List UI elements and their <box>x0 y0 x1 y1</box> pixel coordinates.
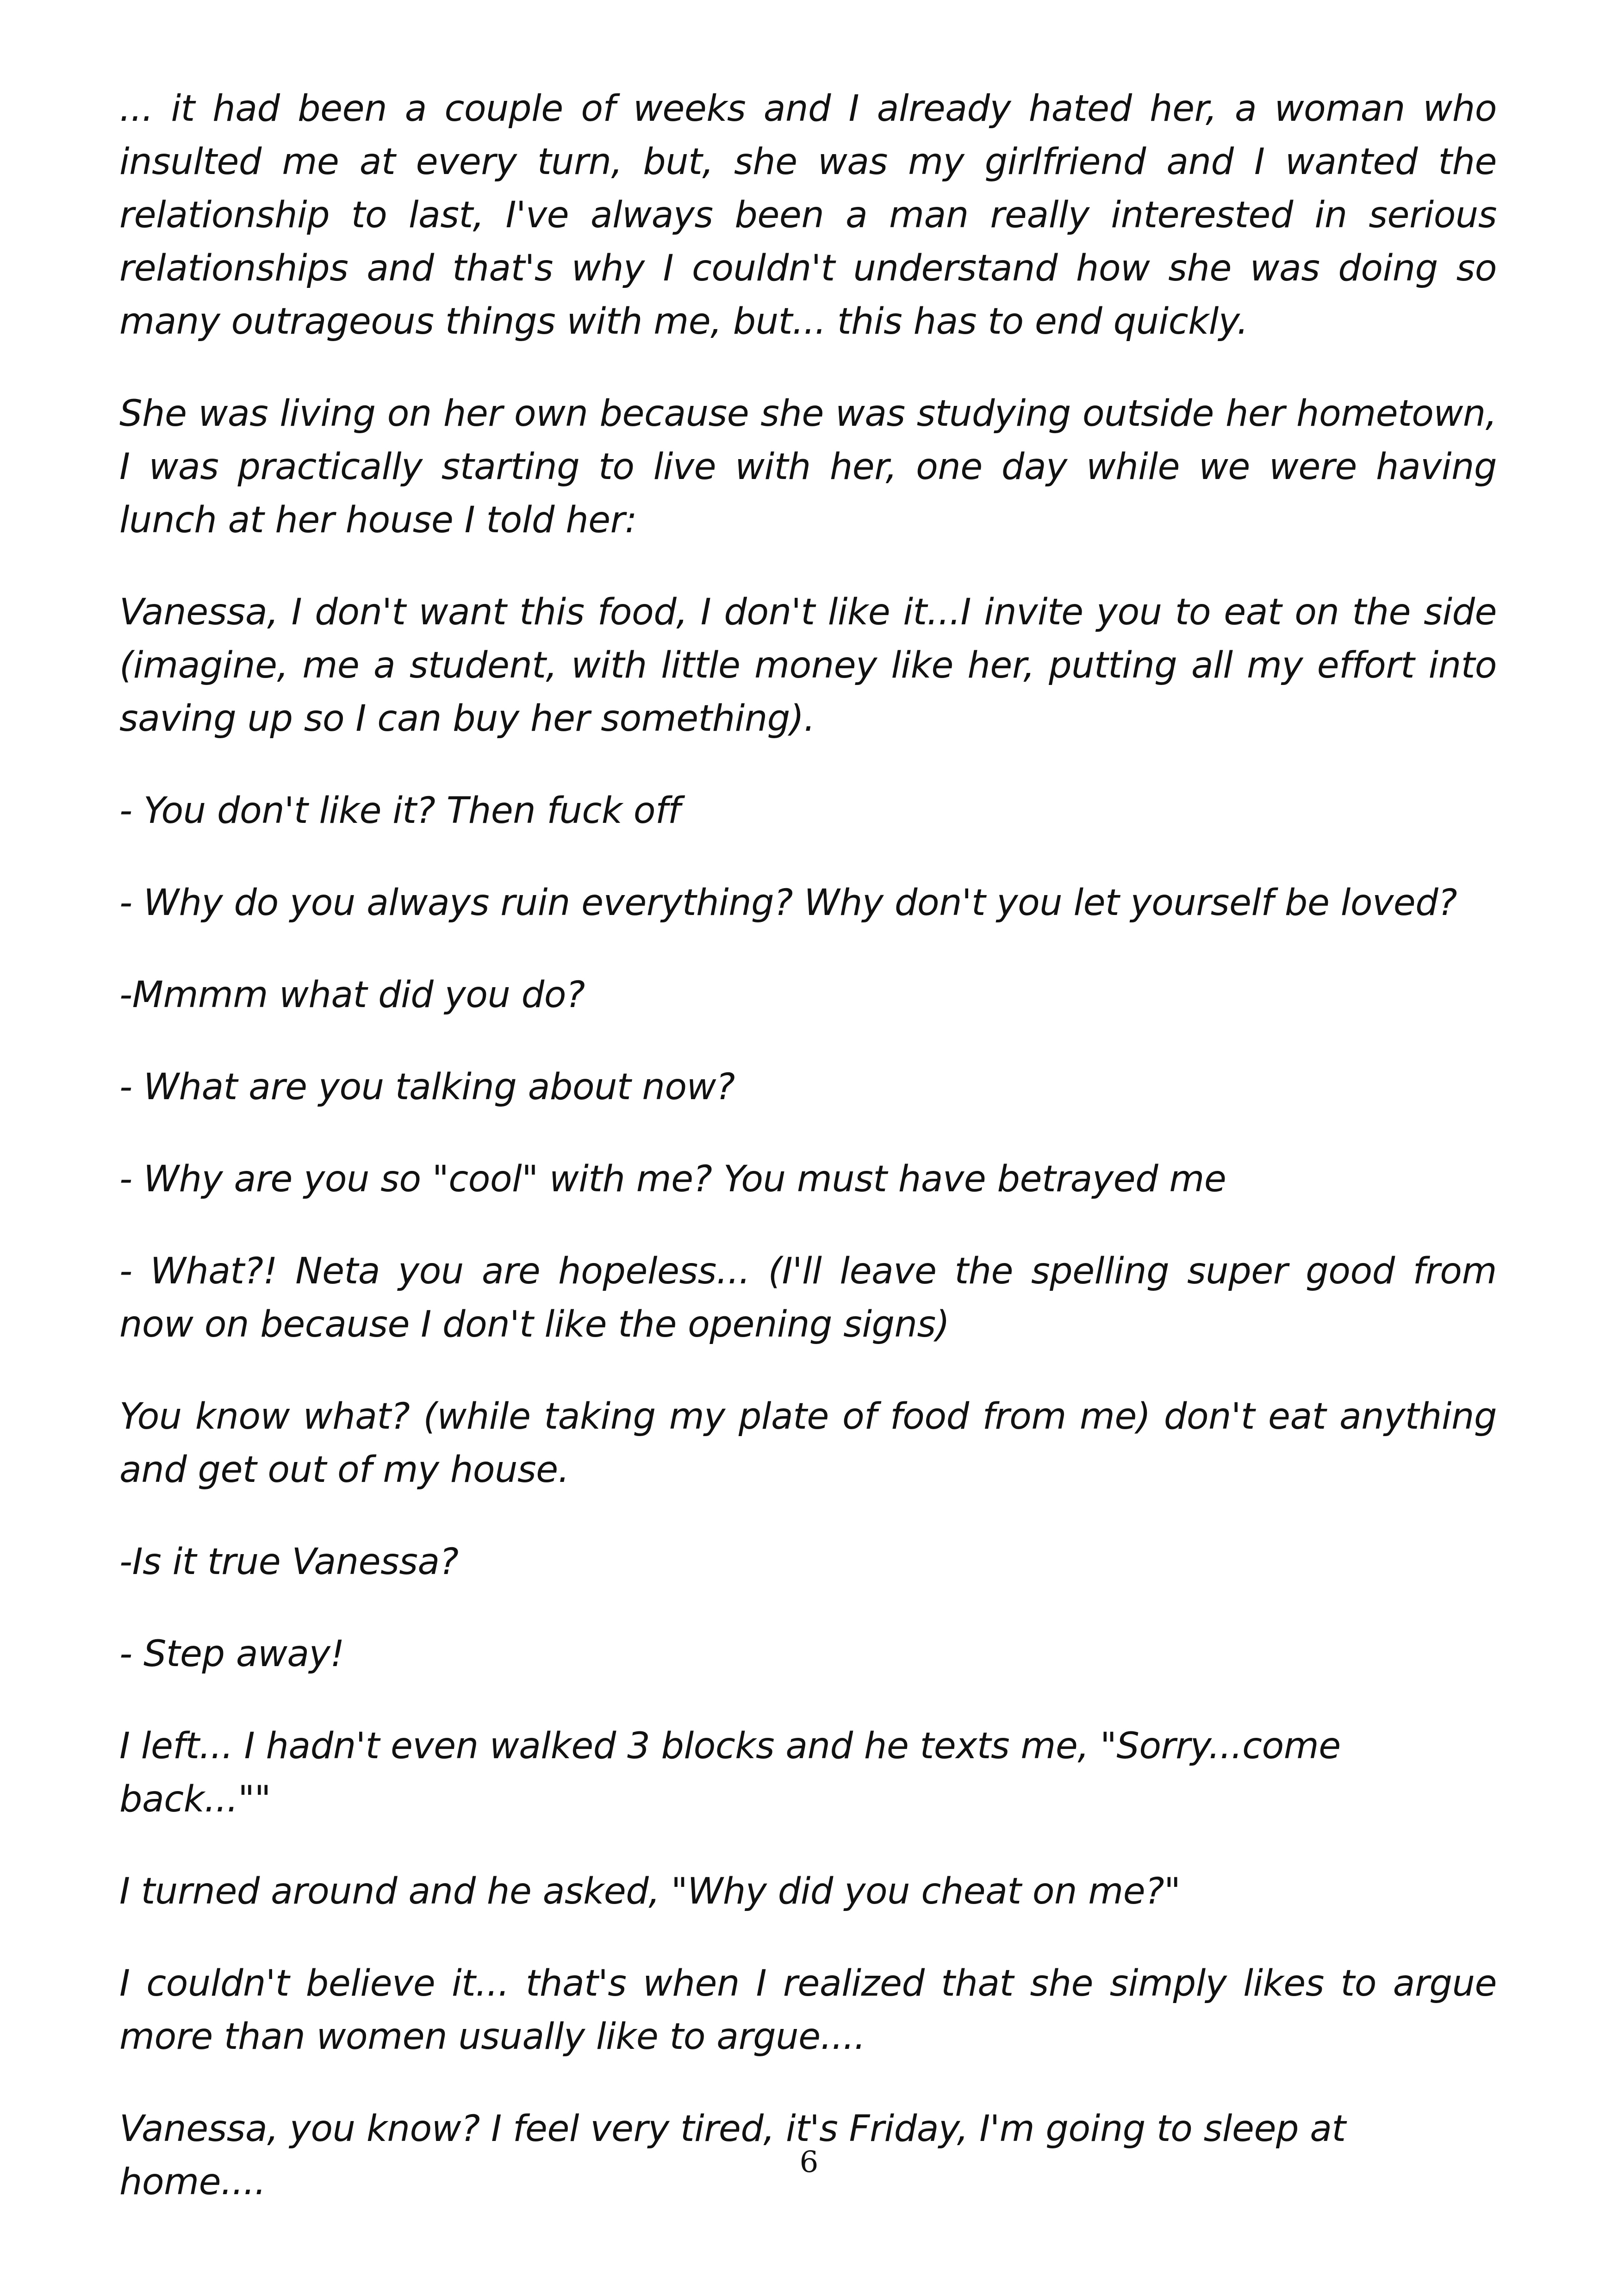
dialogue-line: - What?! Neta you are hopeless... (I'll leave the spelling super good from now on because I don't like the opening signs) <box>119 1251 1497 1345</box>
dialogue-line: -Is it true Vanessa? <box>119 1541 459 1583</box>
paragraph-14: I turned around and he asked, "Why did you cheat on me?" <box>119 1871 1181 1912</box>
paragraph-1: ... it had been a couple of weeks and I already hated her, a woman who insulted me at every turn, but, she was my girlfriend and I wanted the relationship to last, I've always been a man really interested in serious relationships and that's why I couldn't understand how she was doing so many outrageous things with me, but... this has to end quickly. <box>119 88 1497 342</box>
dialogue-line: - What are you talking about now? <box>119 1066 735 1108</box>
page-number: 6 <box>799 2145 819 2179</box>
paragraph-16: Vanessa, you know? I feel very tired, it's Friday, I'm going to sleep at home.... <box>119 2108 1346 2203</box>
paragraph-13: I left... I hadn't even walked 3 blocks and he texts me, "Sorry...come back..."" <box>119 1725 1341 1820</box>
dialogue-line: - You don't like it? Then fuck off <box>119 790 680 832</box>
dialogue-line: - Why do you always ruin everything? Why don't you let yourself be loved? <box>119 882 1457 924</box>
body-text <box>119 82 1497 2248</box>
paragraph-15: I couldn't believe it... that's when I realized that she simply likes to argue more than women usually like to argue.... <box>119 1963 1497 2058</box>
paragraph-3: Vanessa, I don't want this food, I don't like it...I invite you to eat on the side (imagine, me a student, with little money like her, putting all my effort into saving up so I can buy her something). <box>119 591 1497 740</box>
dialogue-line: -Mmmm what did you do? <box>119 974 585 1016</box>
dialogue-line: - Step away! <box>119 1633 345 1675</box>
dialogue-line: - Why are you so "cool" with me? You must have betrayed me <box>119 1158 1226 1200</box>
paragraph-10: You know what? (while taking my plate of food from me) don't eat anything and get out of my house. <box>119 1396 1497 1491</box>
paragraph-2: She was living on her own because she was studying outside her hometown, I was practically starting to live with her, one day while we were having lunch at her house I told her: <box>119 393 1497 541</box>
